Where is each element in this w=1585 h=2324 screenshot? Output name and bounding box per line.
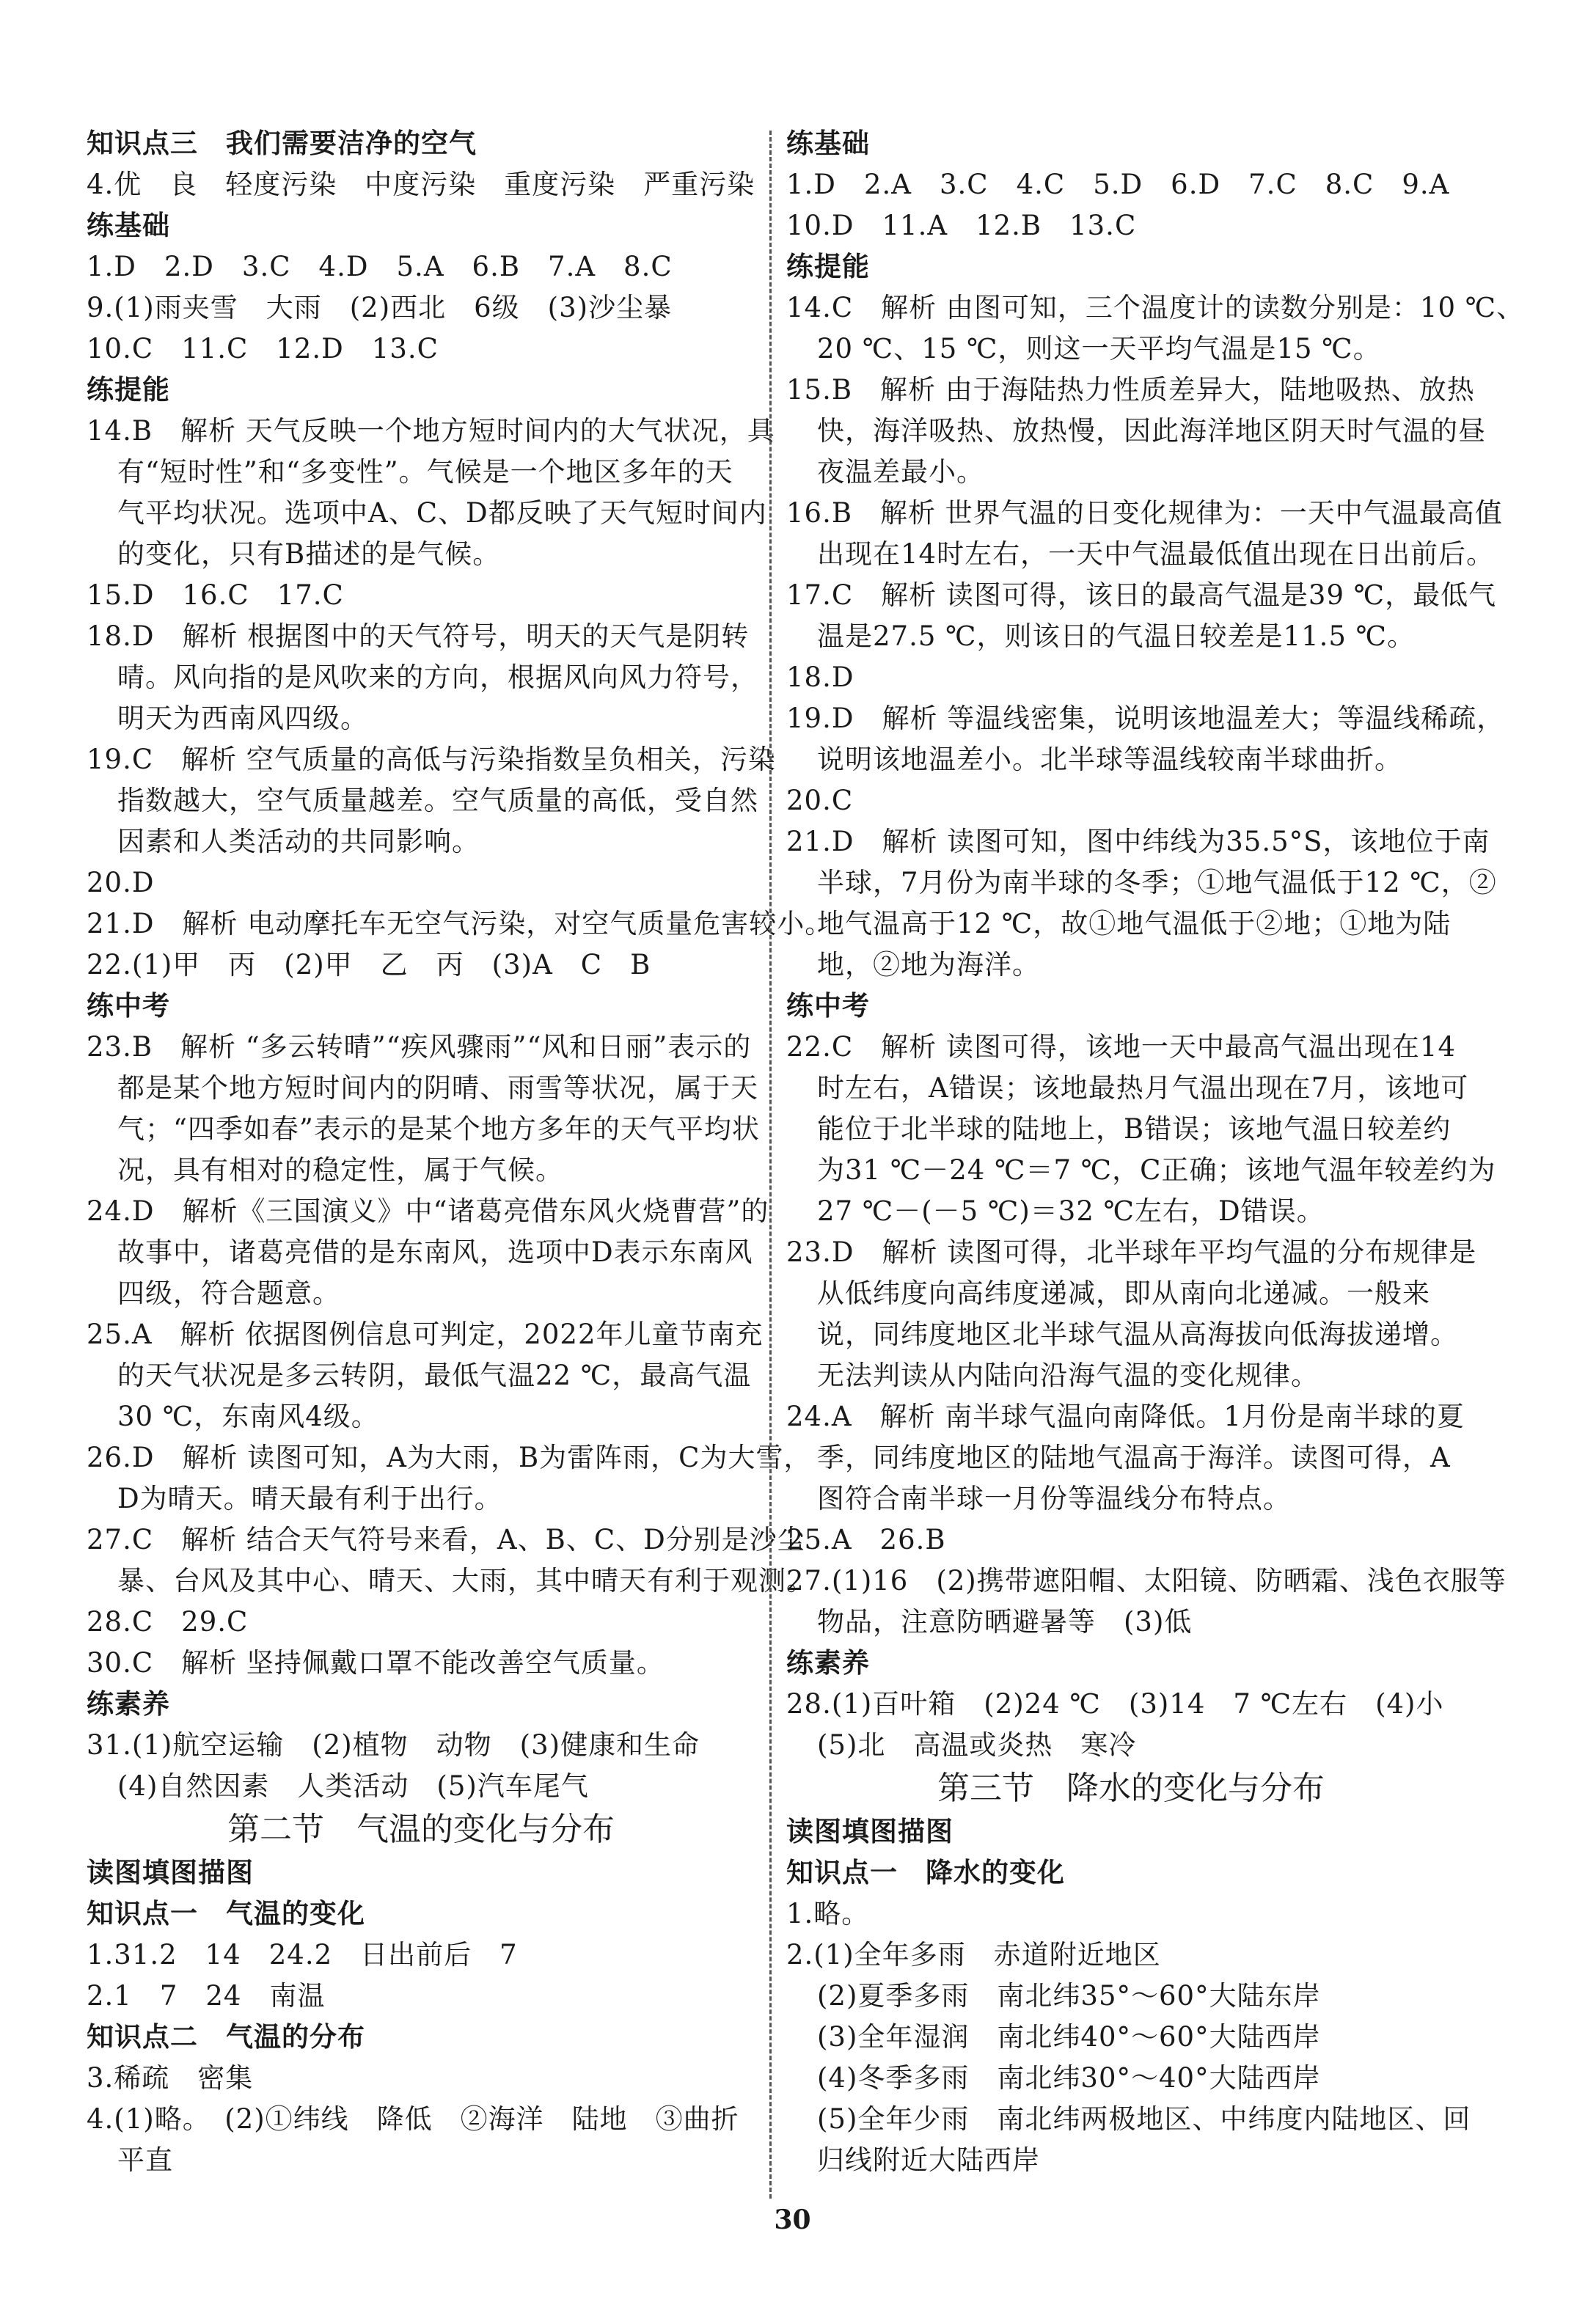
- text-line: 22.C 解析 读图可得，该地一天中最高气温出现在14: [786, 1031, 1456, 1063]
- text-line: 20.C: [786, 785, 854, 816]
- text-line-continued: 季，同纬度地区的陆地气温高于海洋。读图可得，A: [817, 1442, 1451, 1473]
- text-line-continued: 出现在14时左右，一天中气温最低值出现在日出前后。: [817, 538, 1495, 570]
- text-line: 23.D 解析 读图可得，北半球年平均气温的分布规律是: [786, 1236, 1477, 1268]
- text-line-continued: 图符合南半球一月份等温线分布特点。: [817, 1483, 1291, 1514]
- text-line: 4.(1)略。 (2)①纬线 降低 ②海洋 陆地 ③曲折: [87, 2103, 739, 2135]
- text-line: 26.D 解析 读图可知，A为大雨，B为雷阵雨，C为大雪，: [87, 1442, 812, 1473]
- text-line: 14.C 解析 由图可知，三个温度计的读数分别是：10 ℃、: [786, 292, 1525, 323]
- text-line: 31.(1)航空运输 (2)植物 动物 (3)健康和生命: [87, 1729, 700, 1761]
- text-line: 19.D 解析 等温线密集，说明该地温差大；等温线稀疏，: [786, 703, 1505, 734]
- text-line-continued: 能位于北半球的陆地上，B错误；该地气温日较差约: [817, 1113, 1452, 1145]
- text-line-continued: 指数越大，空气质量越差。空气质量的高低，受自然: [117, 785, 758, 816]
- text-line: 16.B 解析 世界气温的日变化规律为：一天中气温最高值: [786, 497, 1503, 529]
- text-line-continued: 半球，7月份为南半球的冬季；①地气温低于12 ℃，②: [817, 867, 1497, 898]
- text-line-continued: 的天气状况是多云转阴，最低气温22 ℃，最高气温: [117, 1360, 752, 1391]
- text-line-continued: 地，②地为海洋。: [817, 949, 1040, 980]
- text-line: 1.D 2.A 3.C 4.C 5.D 6.D 7.C 8.C 9.A: [786, 169, 1450, 200]
- text-line-continued: 有“短时性”和“多变性”。气候是一个地区多年的天: [117, 456, 733, 488]
- subheading: 知识点三 我们需要洁净的空气: [87, 128, 477, 159]
- text-line-continued: 30 ℃，东南风4级。: [117, 1401, 379, 1432]
- text-line: 23.B 解析 “多云转晴”“疾风骤雨”“风和日丽”表示的: [87, 1031, 752, 1063]
- text-line: 25.A 解析 依据图例信息可判定，2022年儿童节南充: [87, 1319, 764, 1350]
- text-line: 27.C 解析 结合天气符号来看，A、B、C、D分别是沙尘: [87, 1524, 805, 1555]
- text-line-continued: 归线附近大陆西岸: [817, 2144, 1040, 2176]
- text-line: 24.A 解析 南半球气温向南降低。1月份是南半球的夏: [786, 1401, 1465, 1432]
- text-line-continued: 晴。风向指的是风吹来的方向，根据风向风力符号，: [117, 661, 758, 693]
- right-column: [786, 123, 1525, 2181]
- text-line-continued: 气；“四季如春”表示的是某个地方多年的天气平均状: [117, 1113, 760, 1145]
- text-line: 14.B 解析 天气反映一个地方短时间内的大气状况，具: [87, 415, 775, 447]
- text-line-continued: 气平均状况。选项中A、C、D都反映了天气短时间内: [117, 497, 767, 529]
- text-line: 30.C 解析 坚持佩戴口罩不能改善空气质量。: [87, 1647, 665, 1679]
- text-line: 10.C 11.C 12.D 13.C: [87, 333, 439, 364]
- text-line-continued: 为31 ℃－24 ℃＝7 ℃，C正确；该地气温年较差约为: [817, 1154, 1496, 1186]
- text-line-continued: 故事中，诸葛亮借的是东南风，选项中D表示东南风: [117, 1236, 753, 1268]
- text-line-continued: 明天为西南风四级。: [117, 703, 368, 734]
- text-line-continued: 的变化，只有B描述的是气候。: [117, 538, 501, 570]
- subheading: 知识点二 气温的分布: [87, 2021, 365, 2053]
- text-line: 2.1 7 24 南温: [87, 1980, 326, 2012]
- text-line: 2.(1)全年多雨 赤道附近地区: [786, 1939, 1161, 1971]
- text-line-continued: (3)全年湿润 南北纬40°～60°大陆西岸: [817, 2021, 1321, 2053]
- text-line-continued: 夜温差最小。: [817, 456, 984, 488]
- text-line: 28.C 29.C: [87, 1606, 249, 1638]
- text-line: 1.略。: [786, 1898, 870, 1929]
- text-line-continued: D为晴天。晴天最有利于出行。: [117, 1483, 502, 1514]
- text-line: 22.(1)甲 丙 (2)甲 乙 丙 (3)A C B: [87, 949, 651, 980]
- subheading: 练基础: [87, 210, 170, 241]
- text-line: 20.D: [87, 867, 155, 898]
- text-line-continued: 20 ℃、15 ℃，则这一天平均气温是15 ℃。: [817, 333, 1381, 364]
- text-line-continued: 地气温高于12 ℃，故①地气温低于②地；①地为陆: [817, 908, 1452, 939]
- text-line-continued: (5)全年少雨 南北纬两极地区、中纬度内陆地区、回: [817, 2103, 1471, 2135]
- text-line-continued: 说，同纬度地区北半球气温从高海拔向低海拔递增。: [817, 1319, 1458, 1350]
- text-line: 25.A 26.B: [786, 1524, 946, 1555]
- page-number: 30: [774, 2204, 811, 2235]
- subheading: 练素养: [87, 1688, 170, 1720]
- text-line: 21.D 解析 电动摩托车无空气污染，对空气质量危害较小。: [87, 908, 833, 939]
- text-line-continued: 四级，符合题意。: [117, 1278, 340, 1309]
- text-line-continued: 快，海洋吸热、放热慢，因此海洋地区阴天时气温的昼: [817, 415, 1486, 447]
- subheading: 练中考: [786, 990, 870, 1022]
- text-line: 24.D 解析《三国演义》中“诸葛亮借东风火烧曹营”的: [87, 1195, 769, 1227]
- text-line: 19.C 解析 空气质量的高低与污染指数呈负相关，污染: [87, 744, 776, 775]
- text-line-continued: 物品，注意防晒避暑等 (3)低: [817, 1606, 1193, 1638]
- subheading: 知识点一 气温的变化: [87, 1898, 365, 1929]
- text-line-continued: 无法判读从内陆向沿海气温的变化规律。: [817, 1360, 1319, 1391]
- text-line: 1.D 2.D 3.C 4.D 5.A 6.B 7.A 8.C: [87, 251, 673, 282]
- text-line-continued: (4)冬季多雨 南北纬30°～40°大陆西岸: [817, 2062, 1321, 2094]
- text-line: 27.(1)16 (2)携带遮阳帽、太阳镜、防晒霜、浅色衣服等: [786, 1565, 1507, 1597]
- text-line: 9.(1)雨夹雪 大雨 (2)西北 6级 (3)沙尘暴: [87, 292, 673, 323]
- text-line-continued: 平直: [117, 2144, 173, 2176]
- text-line: 21.D 解析 读图可知，图中纬线为35.5°S，该地位于南: [786, 826, 1490, 857]
- text-line: 17.C 解析 读图可得，该日的最高气温是39 ℃，最低气: [786, 579, 1497, 611]
- text-line-continued: 从低纬度向高纬度递减，即从南向北递减。一般来: [817, 1278, 1430, 1309]
- text-line-continued: 暴、台风及其中心、晴天、大雨，其中晴天有利于观测。: [117, 1565, 814, 1597]
- subheading: 练提能: [786, 251, 870, 282]
- text-line-continued: 说明该地温差小。北半球等温线较南半球曲折。: [817, 744, 1402, 775]
- text-line: 3.稀疏 密集: [87, 2062, 254, 2094]
- text-line: 28.(1)百叶箱 (2)24 ℃ (3)14 7 ℃左右 (4)小: [786, 1688, 1444, 1720]
- text-line: 1.31.2 14 24.2 日出前后 7: [87, 1939, 518, 1971]
- text-line-continued: 时左右，A错误；该地最热月气温出现在7月，该地可: [817, 1072, 1469, 1104]
- text-line-continued: 27 ℃－(－5 ℃)＝32 ℃左右，D错误。: [817, 1195, 1325, 1227]
- text-line-continued: 因素和人类活动的共同影响。: [117, 826, 480, 857]
- text-line-continued: 都是某个地方短时间内的阴晴、雨雪等状况，属于天: [117, 1072, 758, 1104]
- subheading: 练提能: [87, 374, 170, 406]
- text-line-continued: 况，具有相对的稳定性，属于气候。: [117, 1154, 563, 1186]
- subheading: 知识点一 降水的变化: [786, 1857, 1065, 1888]
- text-line: 10.D 11.A 12.B 13.C: [786, 210, 1137, 241]
- subheading: 读图填图描图: [87, 1857, 254, 1888]
- text-line-continued: 温是27.5 ℃，则该日的气温日较差是11.5 ℃。: [817, 620, 1416, 652]
- subheading: 练中考: [87, 990, 170, 1022]
- subheading: 读图填图描图: [786, 1816, 953, 1847]
- text-line-continued: (2)夏季多雨 南北纬35°～60°大陆东岸: [817, 1980, 1321, 2012]
- text-line: 4.优 良 轻度污染 中度污染 重度污染 严重污染: [87, 169, 755, 200]
- column-divider: [769, 131, 772, 2199]
- text-line-continued: (5)北 高温或炎热 寒冷: [817, 1729, 1137, 1761]
- text-line: 18.D: [786, 661, 854, 693]
- subheading: 练基础: [786, 128, 870, 159]
- section-title: 第二节 气温的变化与分布: [227, 1811, 615, 1848]
- section-title: 第三节 降水的变化与分布: [937, 1770, 1325, 1807]
- subheading: 练素养: [786, 1647, 870, 1679]
- text-line: 15.B 解析 由于海陆热力性质差异大，陆地吸热、放热: [786, 374, 1475, 406]
- text-line: 18.D 解析 根据图中的天气符号，明天的天气是阴转: [87, 620, 750, 652]
- text-line-continued: (4)自然因素 人类活动 (5)汽车尾气: [117, 1770, 589, 1802]
- text-line: 15.D 16.C 17.C: [87, 579, 344, 611]
